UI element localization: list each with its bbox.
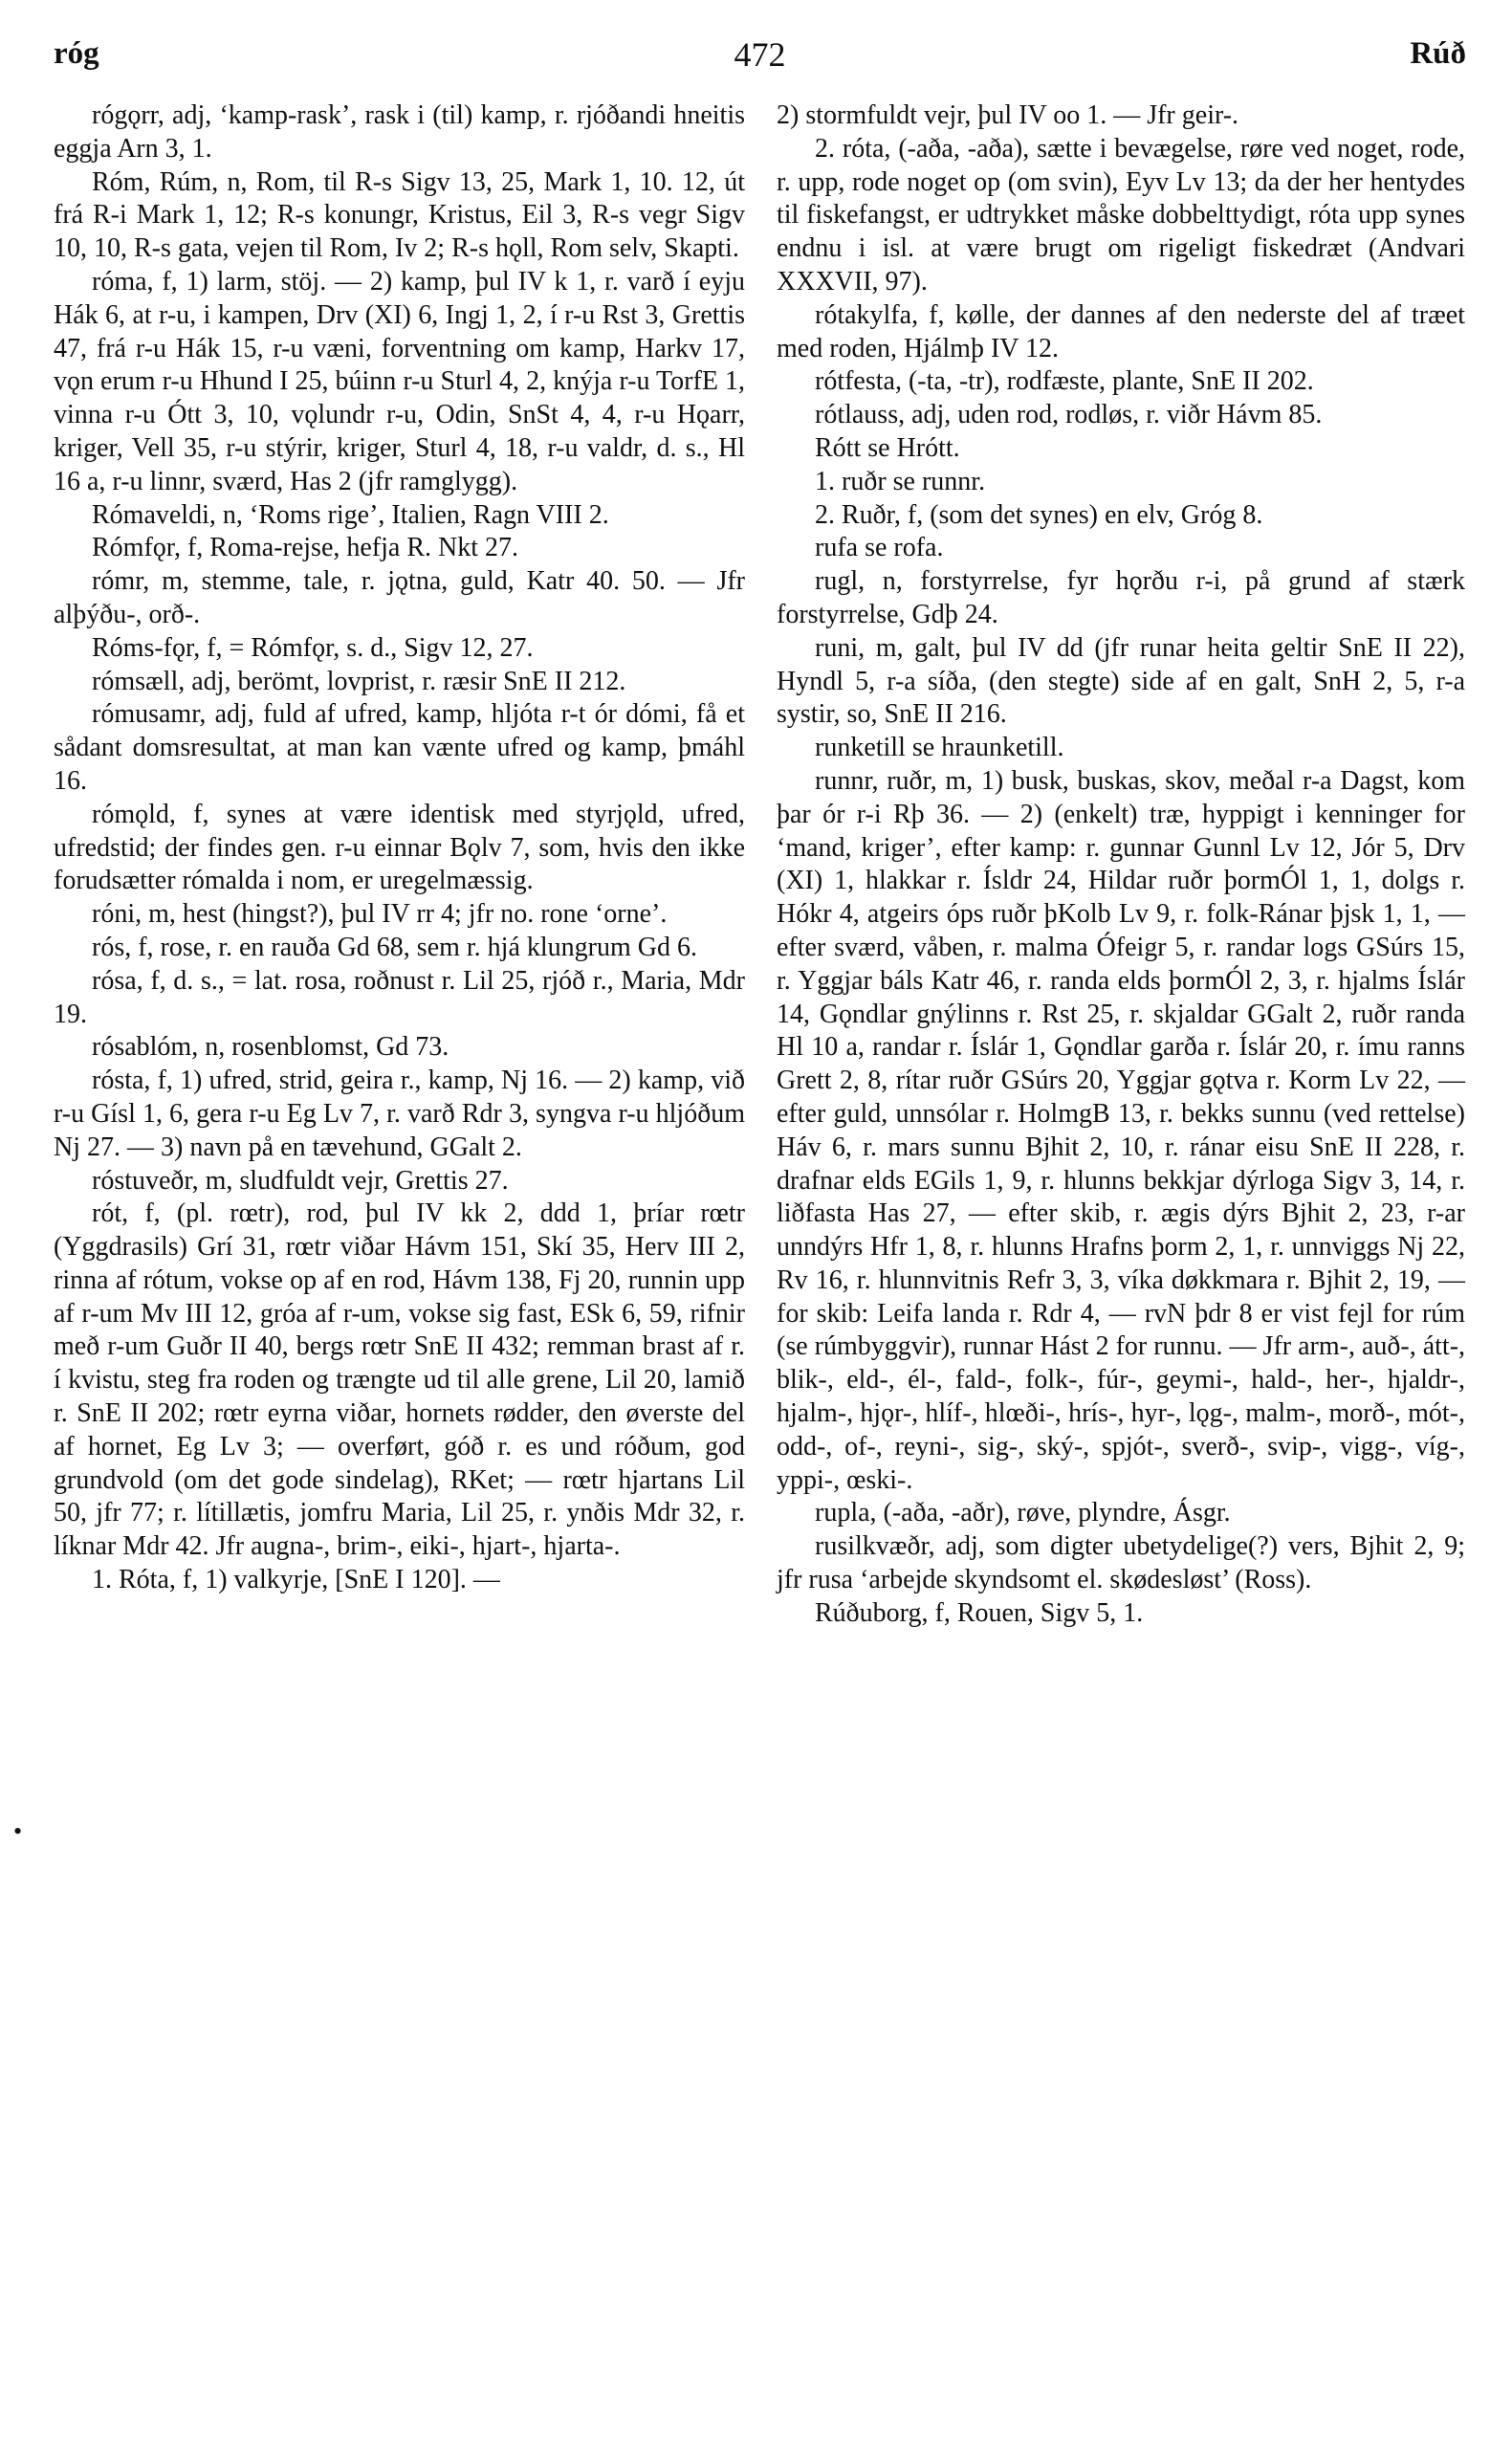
entry-rogorr: rógǫrr, adj, ‘kamp-rask’, rask i (til) kamp, r. rjóðandi hneitis eggja Arn 3, 1. (54, 100, 745, 164)
entry-rot: rót, f, (pl. rœtr), rod, þul IV kk 2, ddd 1, þríar rœtr (Yggdrasils) Grí 31, rœtr viðar Hávm 151, Skí 35, Herv III 2, rinna af rótum, vokse op af en rod, Hávm 138, Fj 20, runnin upp af r-um Mv III 12, gróa af r-um, vokse sig fast, ESk 6, 59, rifnir með r-um Guðr II 40, bergs rœtr SnE II 432; remman brast af r. í kvistu, steg fra roden og trængte ud til alle grene, Lil 20, lamið r. SnE II 202; rœtr eyrna viðar, hornets rødder, den øverste del af hornet, Eg Lv 3; — overført, góð r. es und róðum, god grundvold (om det gode sindelag), RKet; — rœtr hjartans Lil 50, jfr 77; r. lítillætis, jomfru Maria, Lil 25, r. ynðis Mdr 32, r. líknar Mdr 42. Jfr augna-, brim-, eiki-, hjart-, hjarta-. (54, 1198, 745, 1562)
entry-romusamr: rómusamr, adj, fuld af ufred, kamp, hljóta r-t ór dómi, få et sådant domsresultat, at man kan vænte ufred og kamp, þmáhl 16. (54, 699, 745, 796)
entry-rosta: rósta, f, 1) ufred, strid, geira r., kamp, Nj 16. — 2) kamp, við r-u Gísl 1, 6, gera r-u Eg Lv 7, r. varð Rdr 3, syngva r-u hljóðum Nj 27. — 3) navn på en tævehund, GGalt 2. (54, 1066, 745, 1162)
entry-runketill: runketill se hraunketill. (815, 733, 1064, 763)
margin-bullet-mark: • (13, 1817, 23, 1845)
entry-roni: róni, m, hest (hingst?), þul IV rr 4; jfr no. rone ‘orne’. (92, 899, 668, 930)
entry-runi: runi, m, galt, þul IV dd (jfr runar heita geltir SnE II 22), Hyndl 5, r-a síða, (den stegte) side af en galt, SnH 2, 5, r-a systir, so, SnE II 216. (777, 632, 1465, 730)
entry-rusilkvaedr: rusilkvæðr, adj, som digter ubetydelige(?) vers, Bjhit 2, 9; jfr rusa ‘arbejde skyndsomt el. skødesløst’ (Ross). (777, 1531, 1465, 1595)
entry-rom: Róm, Rúm, n, Rom, til R-s Sigv 13, 25, Mark 1, 10. 12, út frá R-i Mark 1, 12; R-s konungr, Kristus, Eil 3, R-s vegr Sigv 10, 10, R-s gata, vejen til Rom, Iv 2; R-s hǫll, Rom selv, Skapti. (54, 166, 745, 264)
entry-ros: rós, f, rose, r. en rauða Gd 68, sem r. hjá klungrum Gd 6. (92, 932, 697, 962)
running-header (54, 36, 1466, 82)
entry-rosa: rósa, f, d. s., = lat. rosa, roðnust r. Lil 25, rjóð r., Maria, Mdr 19. (54, 965, 745, 1029)
entry-rostuvedr: róstuveðr, m, sludfuldt vejr, Grettis 27. (92, 1165, 509, 1196)
entry-romr: rómr, m, stemme, tale, r. jǫtna, guld, Katr 40. 50. — Jfr alþýðu-, orð-. (54, 566, 745, 629)
entry-rott: Rótt se Hrótt. (815, 432, 960, 463)
header-right-catchword: Rúð (1410, 36, 1466, 71)
entry-rotfesta: rótfesta, (-ta, -tr), rodfæste, plante, SnE II 202. (815, 366, 1314, 397)
entry-rota-1: 1. Róta, f, 1) valkyrje, [SnE I 120]. — (92, 1565, 500, 1595)
entry-rotlauss: rótlauss, adj, uden rod, rodløs, r. viðr Hávm 85. (815, 400, 1323, 430)
entry-romold: rómǫld, f, synes at være identisk med styrjǫld, ufred, ufredstid; der findes gen. r-u einnar Bǫlv 7, som, hvis den ikke forudsætter rómalda i nom, er uregelmæssig. (54, 799, 745, 896)
entry-rudruborg: Rúðuborg, f, Rouen, Sigv 5, 1. (815, 1597, 1144, 1628)
entry-rupla: rupla, (-aða, -aðr), røve, plyndre, Ásgr. (815, 1498, 1231, 1528)
entry-rugl: rugl, n, forstyrrelse, fyr hǫrðu r-i, på grund af stærk forstyrrelse, Gdþ 24. (777, 566, 1465, 629)
right-column (777, 99, 1465, 1631)
page-number: 472 (734, 35, 786, 74)
entry-roma: róma, f, 1) larm, stöj. — 2) kamp, þul IV k 1, r. varð í eyju Hák 6, at r-u, i kampen, Drv (XI) 6, Ingj 1, 2, í r-u Rst 3, Grettis 47, frá r-u Hák 15, r-u væni, forventning om kamp, Harkv 17, vǫn erum r-u Hhund I 25, búinn r-u Sturl 4, 2, knýja r-u TorfE 1, vinna r-u Ótt 3, 10, vǫlundr r-u, Odin, SnSt 4, 4, r-u Hǫarr, kriger, Vell 35, r-u stýrir, kriger, Sturl 4, 18, r-u valdr, d. s., Hl 16 a, r-u linnr, sværd, Has 2 (jfr ramglygg). (54, 266, 745, 496)
header-left-catchword: róg (54, 36, 99, 71)
entry-romaveldi: Rómaveldi, n, ‘Roms rige’, Italien, Ragn VIII 2. (92, 499, 609, 530)
entry-romsaell: rómsæll, adj, berömt, lovprist, r. ræsir SnE II 212. (92, 666, 626, 696)
entry-rota-1-continued: 2) stormfuldt vejr, þul IV oo 1. — Jfr geir-. (777, 100, 1239, 130)
entry-runnr: runnr, ruðr, m, 1) busk, buskas, skov, meðal r-a Dagst, kom þar ór r-i Rþ 36. — 2) (enkelt) træ, hyppigt i kenninger for ‘mand, kriger’, efter kamp: r. gunnar Gunnl Lv 12, Jór 5, Drv (XI) 1, hlakkar r. Ísldr 24, Hildar ruðr þormÓl 1, 1, dolgs r. Hókr 4, atgeirs óps ruðr þKolb Lv 9, r. folk-Ránar þjsk 1, 1, — efter sværd, våben, r. malma Ófeigr 5, r. randar logs GSúrs 15, r. Yggjar báls Katr 46, r. randa elds þormÓl 2, 3, r. hjalms Íslár 14, Gǫndlar gnýlinns r. Rst 25, r. skjaldar GGalt 2, ruðr randa Hl 10 a, randar r. Íslár 1, Gǫndlar garða r. Íslár 20, r. ímu ranns Grett 2, 8, rítar ruðr GSúrs 20, Yggjar gǫtva r. Korm Lv 22, — efter guld, unnsólar r. HolmgB 13, r. bekks sunnu (ved rettelse) Háv 6, r. mars sunnu Bjhit 2, 10, r. ránar eisu SnE II 228, r. drafnar elds EGils 1, 9, r. hlunns bekkjar dýrloga Sigv 3, 14, r. liðfasta Has 27, — efter skib, r. ægis dýrs Bjhit 2, 23, r-ar unndýrs Hfr 1, 8, r. hlunns Hrafns þorm 2, 1, r. unnviggs Nj 22, Rv 16, r. hlunnvitnis Refr 3, 3, víka døkkmara r. Bjhit 2, 19, — for skib: Leifa landa r. Rdr 4, — rvN þdr 8 er vist fejl for rúm (se rúmbyggvir), runnar Hást 2 for runnu. — Jfr arm-, auð-, átt-, blik-, eld-, él-, fald-, folk-, fúr-, geymi-, hald-, her-, hjaldr-, hjalm-, hjǫr-, hlíf-, hlœði-, hrís-, hyr-, lǫg-, malm-, morð-, mót-, odd-, of-, reyni-, sig-, ský-, spjót-, sverð-, svip-, vigg-, víg-, yppi-, œski-. (777, 765, 1466, 1495)
entry-romfor: Rómfǫr, f, Roma-rejse, hefja R. Nkt 27. (92, 533, 519, 563)
entry-roms-for: Róms-fǫr, f, = Rómfǫr, s. d., Sigv 12, 27. (92, 632, 534, 663)
entry-rota-2: 2. róta, (-aða, -aða), sætte i bevægelse, røre ved noget, rode, r. upp, rode noget op (om svin), Eyv Lv 13; da der her hentydes til fiskefangst, er udtrykket måske dobbelttydigt, róta upp synes endnu i isl. at være brugt om rigeligt fiskedræt (Andvari XXXVII, 97). (777, 133, 1465, 297)
entry-rosablom: rósablóm, n, rosenblomst, Gd 73. (92, 1032, 449, 1063)
entry-rudr-1: 1. ruðr se runnr. (815, 466, 986, 496)
entry-rudr-2: 2. Ruðr, f, (som det synes) en elv, Gróg 8. (815, 499, 1263, 530)
entry-rufa: rufa se rofa. (815, 533, 944, 563)
entry-rotakylfa: rótakylfa, f, kølle, der dannes af den nederste del af træet med roden, Hjálmþ IV 12. (777, 299, 1465, 363)
left-column (54, 99, 745, 1597)
